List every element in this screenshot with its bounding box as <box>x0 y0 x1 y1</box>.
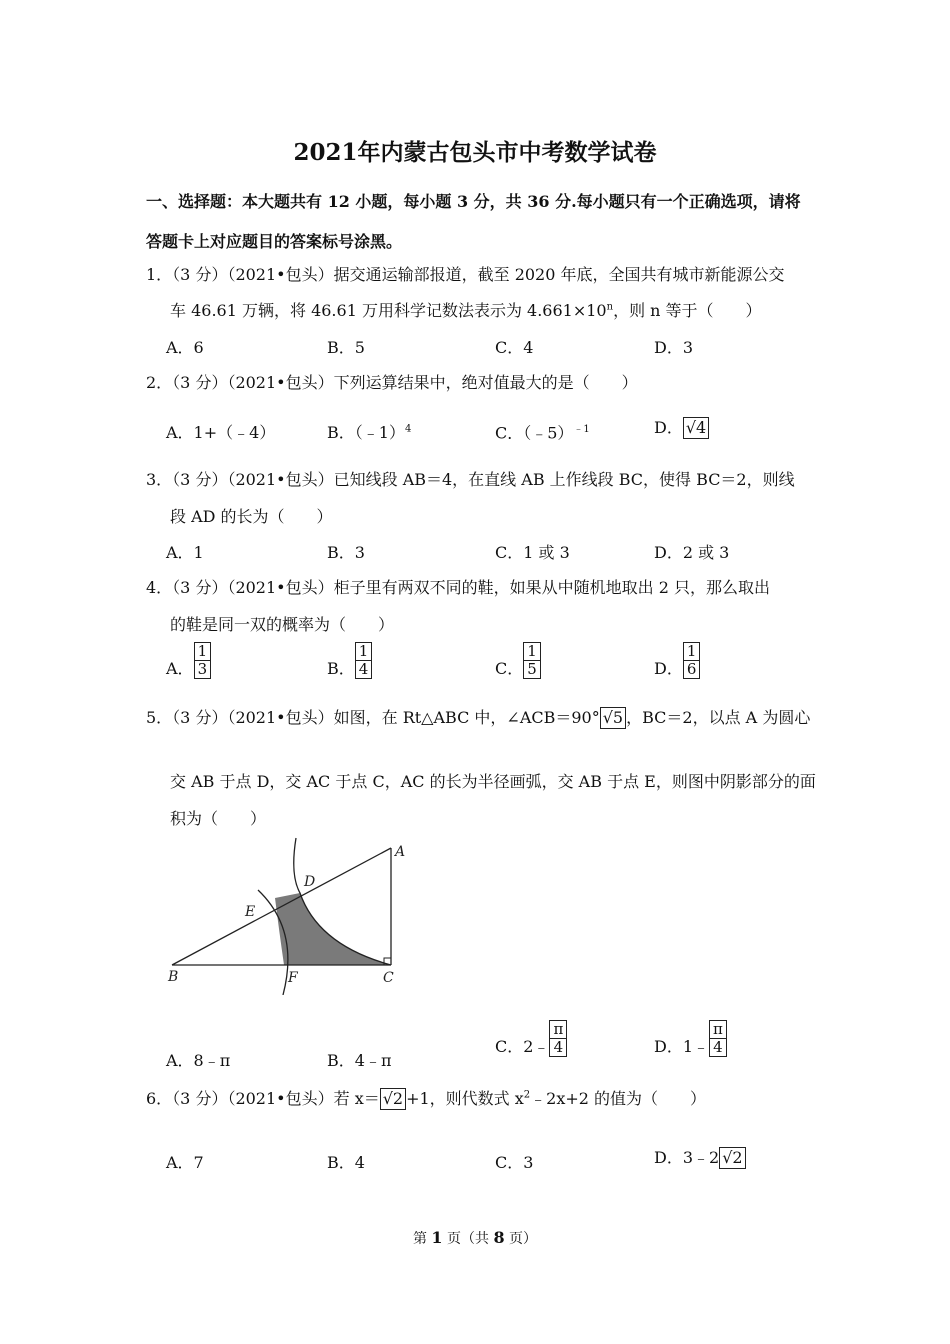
page-footer: 第 1 页（共 8 页） <box>412 1228 538 1247</box>
section-heading-line1: 一、选择题：本大题共有 12 小题，每小题 3 分，共 36 分.每小题只有一个正确选项，请将 <box>146 192 801 211</box>
geometry-figure <box>160 835 420 995</box>
q6-option-d: D．3﹣2 √2 <box>654 1145 746 1169</box>
sqrt-2: √2 <box>380 1088 406 1110</box>
fraction-pi-over-4: $\frac{\pi}{4}$ <box>709 1020 727 1057</box>
q3-option-d: D．2 或 3 <box>654 543 730 562</box>
question-1-line2: 车 46.61 万辆，将 46.61 万用科学记数法表示为 $4.661\times 10^n$，则 n 等于（ ） <box>170 301 762 320</box>
sqrt-5: √5 <box>600 707 626 729</box>
q6-option-a: A．7 <box>166 1153 204 1172</box>
question-4-line2: 的鞋是同一双的概率为（ ） <box>170 615 395 634</box>
q2-option-d: D． √4 <box>654 415 709 439</box>
q4-option-c: C． $\frac{1}{5}$ <box>495 642 541 679</box>
q2-option-c: C．（﹣5）$^{﹣1}$ <box>495 423 590 443</box>
label-a: A <box>395 844 406 860</box>
q3-option-c: C．1 或 3 <box>495 543 570 562</box>
question-4-line1: 4．（3 分）（2021•包头）柜子里有两双不同的鞋，如果从中随机地取出 2 只，那么取出 <box>146 578 770 597</box>
section-heading-line2: 答题卡上对应题目的答案标号涂黑。 <box>146 232 403 251</box>
page-title: 2021年内蒙古包头市中考数学试卷 <box>293 139 657 166</box>
label-b: B <box>168 969 179 985</box>
question-1-line1: 1．（3 分）（2021•包头）据交通运输部报道，截至 2020 年底，全国共有城市新能源公交 <box>146 265 785 284</box>
sqrt-2: √2 <box>719 1147 745 1169</box>
question-6-line1: 6．（3 分）（2021•包头）若 x＝ √2 +1，则代数式 $x^2﹣2x+2$ 的值为（ ） <box>146 1089 707 1108</box>
q4-option-d: D． $\frac{1}{6}$ <box>654 642 700 679</box>
q5-option-b: B．4﹣π <box>327 1051 392 1070</box>
q4-option-a: A． $\frac{1}{3}$ <box>166 642 211 679</box>
q3-option-b: B．3 <box>327 543 365 562</box>
q5-option-d: D．1﹣ $\frac{\pi}{4}$ <box>654 1020 727 1057</box>
fraction: $\frac{1}{3}$ <box>194 642 212 679</box>
q6-option-b: B．4 <box>327 1153 365 1172</box>
label-c: C <box>383 970 394 986</box>
q2-option-b: B．（﹣1）$^4$ <box>327 423 412 442</box>
q5-option-a: A．8﹣π <box>166 1051 231 1070</box>
q6-option-c: C．3 <box>495 1153 534 1172</box>
question-5-line3: 积为（ ） <box>170 809 267 828</box>
question-5-line2: 交 AB 于点 D，交 AC 于点 C，AC 的长为半径画弧，交 AB 于点 E，则图中阴影部分的面 <box>170 772 816 791</box>
sqrt-4: √4 <box>683 417 709 439</box>
q1-option-b: B．5 <box>327 338 365 357</box>
q1-option-c: C．4 <box>495 338 534 357</box>
shaded-region <box>275 893 390 965</box>
q3-option-a: A．1 <box>166 543 204 562</box>
question-5-line1: 5．（3 分）（2021•包头）如图，在 Rt△ABC 中，∠ACB＝90° √5 ，BC＝2，以点 A 为圆心 <box>146 708 811 727</box>
q1-option-a: A．6 <box>166 338 204 357</box>
label-f: F <box>288 970 298 986</box>
segment-ab <box>172 848 391 965</box>
question-3-line2: 段 AD 的长为（ ） <box>170 507 333 526</box>
q2-option-a: A．1+（﹣4） <box>166 423 276 442</box>
fraction: $\frac{1}{5}$ <box>523 642 541 679</box>
question-3-line1: 3．（3 分）（2021•包头）已知线段 AB＝4，在直线 AB 上作线段 BC，使得 BC＝2，则线 <box>146 470 795 489</box>
question-2-line1: 2．（3 分）（2021•包头）下列运算结果中，绝对值最大的是（ ） <box>146 373 638 392</box>
fraction: $\frac{1}{4}$ <box>355 642 373 679</box>
fraction-pi-over-4: $\frac{\pi}{4}$ <box>549 1020 567 1057</box>
q1-option-d: D．3 <box>654 338 694 357</box>
q4-option-b: B． $\frac{1}{4}$ <box>327 642 372 679</box>
label-d: D <box>304 874 316 890</box>
q5-option-c: C．2﹣ $\frac{\pi}{4}$ <box>495 1020 567 1057</box>
label-e: E <box>245 904 256 920</box>
fraction: $\frac{1}{6}$ <box>683 642 701 679</box>
